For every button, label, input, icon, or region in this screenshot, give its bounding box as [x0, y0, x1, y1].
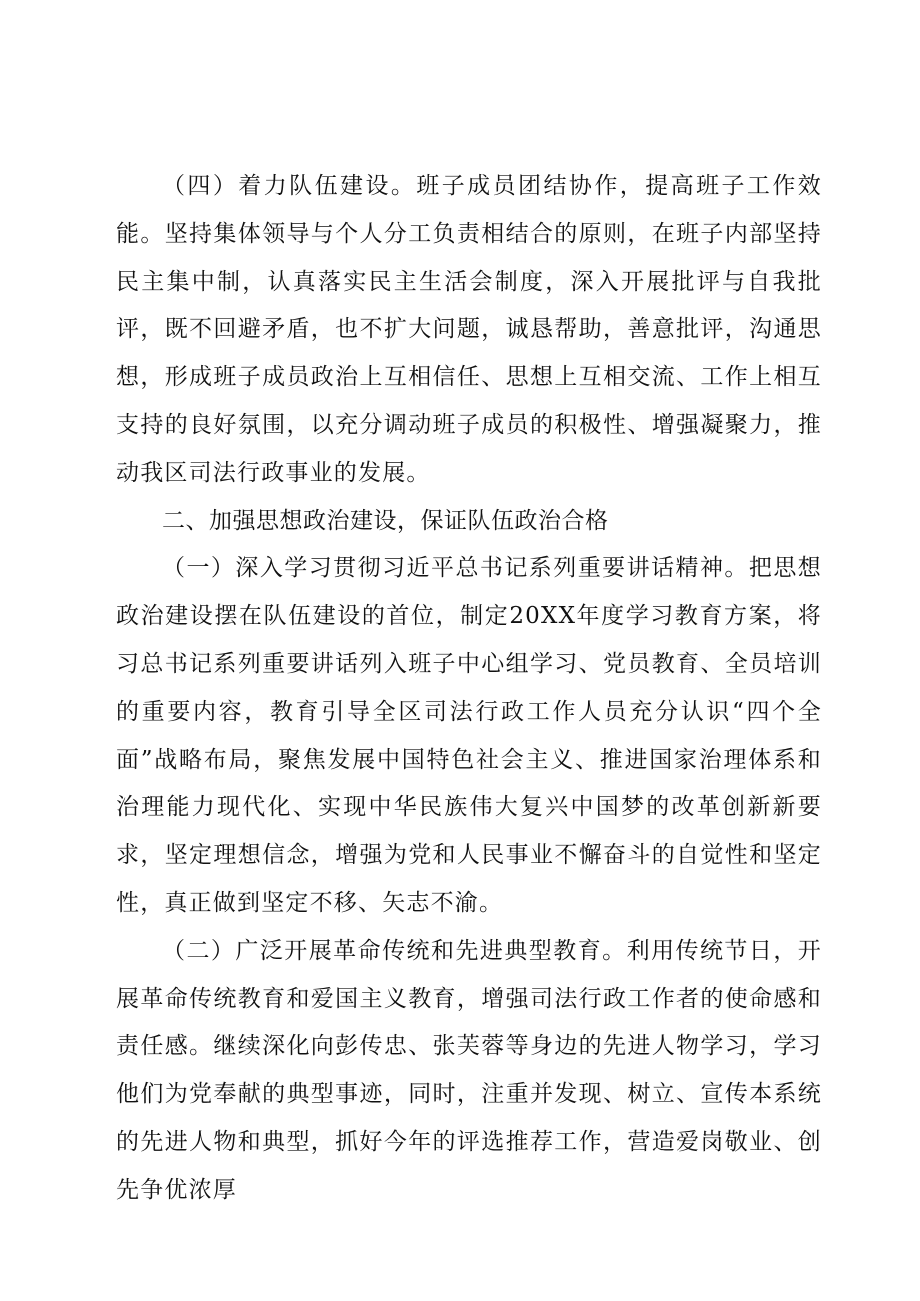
section-heading-ideological-building: 二、加强思想政治建设，保证队伍政治合格: [162, 507, 609, 534]
document-body: [116, 163, 822, 1215]
paragraph-team-building: （四）着力队伍建设。班子成员团结协作，提高班子工作效能。坚持集体领导与个人分工负责相结合的原则，在班子内部坚持民主集中制，认真落实民主生活会制度，深入开展批评与自我批评，既不回避矛盾，也不扩大问题，诚恳帮助，善意批评，沟通思想，形成班子成员政治上互相信任、思想上互相交流、工作上相互支持的良好氛围，以充分调动班子成员的积极性、增强凝聚力，推动我区司法行政事业的发展。: [116, 173, 822, 486]
paragraph-study-speeches: （一）深入学习贯彻习近平总书记系列重要讲话精神。把思想政治建设摆在队伍建设的首位，制定20XX年度学习教育方案，将习总书记系列重要讲话列入班子中心组学习、党员教育、全员培训的重要内容，教育引导全区司法行政工作人员充分认识“四个全面”战略布局，聚焦发展中国特色社会主义、推进国家治理体系和治理能力现代化、实现中华民族伟大复兴中国梦的改革创新新要求，坚定理想信念，增强为党和人民事业不懈奋斗的自觉性和坚定性，真正做到坚定不移、矢志不渝。: [116, 555, 822, 916]
paragraph-revolutionary-tradition: （二）广泛开展革命传统和先进典型教育。利用传统节日，开展革命传统教育和爱国主义教育，增强司法行政工作者的使命感和责任感。继续深化向彭传忠、张芙蓉等身边的先进人物学习，学习他们为党奉献的典型事迹，同时，注重并发现、树立、宣传本系统的先进人物和典型，抓好今年的评选推荐工作，营造爱岗敬业、创先争优浓厚: [116, 937, 822, 1203]
